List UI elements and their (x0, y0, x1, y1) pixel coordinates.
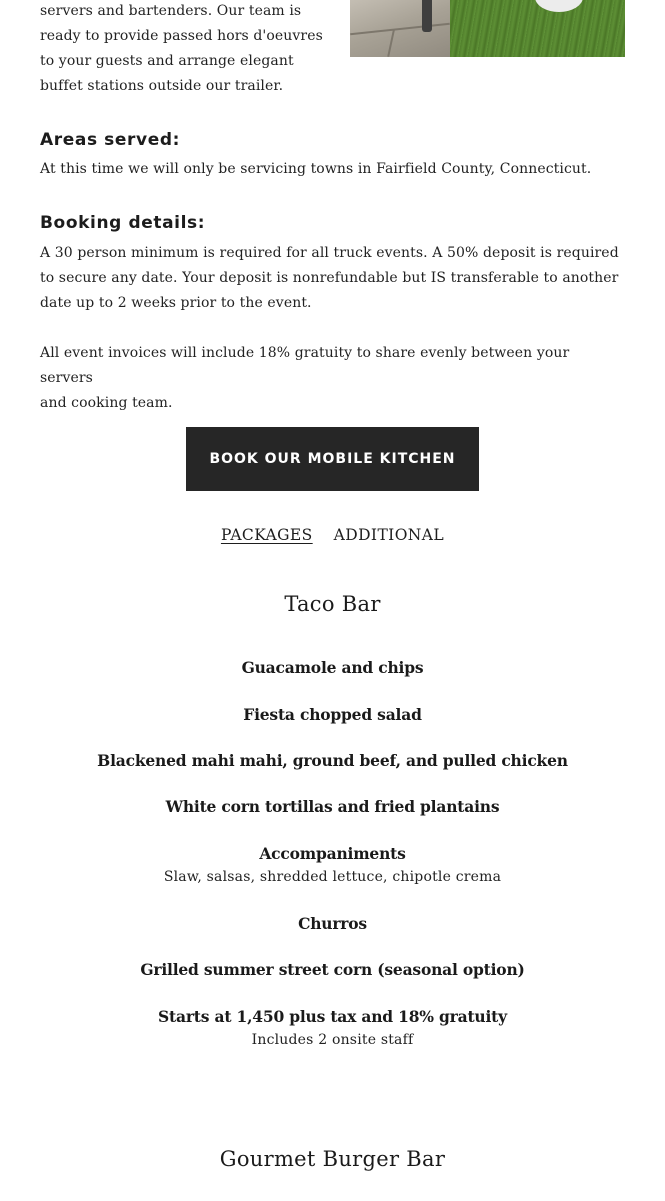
booking-line: date up to 2 weeks prior to the event. (40, 295, 312, 311)
menu-item: Fiesta chopped salad (243, 705, 422, 724)
booking-line: to secure any date. Your deposit is nonrefundable but IS transferable to another (40, 270, 619, 286)
photo-post (422, 0, 432, 32)
booking-line: A 30 person minimum is required for all truck events. A 50% deposit is required (40, 245, 619, 261)
booking-details-text (40, 241, 620, 316)
menu-tabs (0, 526, 665, 544)
menu-item: White corn tortillas and fried plantains (165, 797, 500, 816)
tab-packages[interactable]: PACKAGES (220, 526, 313, 544)
accompaniments-detail: Slaw, salsas, shredded lettuce, chipotle crema (163, 869, 502, 885)
menu-item: Guacamole and chips (241, 658, 424, 677)
areas-served-text: At this time we will only be servicing towns in Fairfield County, Connecticut. (40, 161, 592, 177)
package-price: Starts at 1,450 plus tax and 18% gratuity (158, 1007, 507, 1026)
staff-note: Includes 2 onsite staff (251, 1032, 414, 1048)
book-mobile-kitchen-button[interactable]: BOOK OUR MOBILE KITCHEN (186, 427, 479, 491)
intro-line: to your guests and arrange elegant (40, 53, 294, 69)
tab-additional[interactable]: ADDITIONAL (333, 526, 445, 544)
gratuity-text (40, 341, 620, 416)
intro-paragraph (40, 0, 325, 99)
taco-bar-title: Taco Bar (284, 592, 381, 616)
menu-item: Blackened mahi mahi, ground beef, and pulled chicken (97, 751, 568, 770)
areas-served-heading: Areas served: (40, 130, 180, 150)
gratuity-line: and cooking team. (40, 395, 173, 411)
gratuity-line: All event invoices will include 18% gratuity to share evenly between your servers (40, 345, 570, 386)
burger-bar-title: Gourmet Burger Bar (219, 1147, 446, 1171)
photo-grass (450, 0, 625, 57)
intro-line: buffet stations outside our trailer. (40, 78, 284, 94)
menu-item: Grilled summer street corn (seasonal option) (140, 960, 525, 979)
menu-item: Churros (298, 914, 367, 933)
booking-details-heading: Booking details: (40, 213, 206, 233)
intro-line: servers and bartenders. Our team is (40, 3, 302, 19)
intro-line: ready to provide passed hors d'oeuvres (40, 28, 323, 44)
menu-item-accompaniments: Accompaniments (259, 844, 406, 863)
event-photo (350, 0, 625, 57)
